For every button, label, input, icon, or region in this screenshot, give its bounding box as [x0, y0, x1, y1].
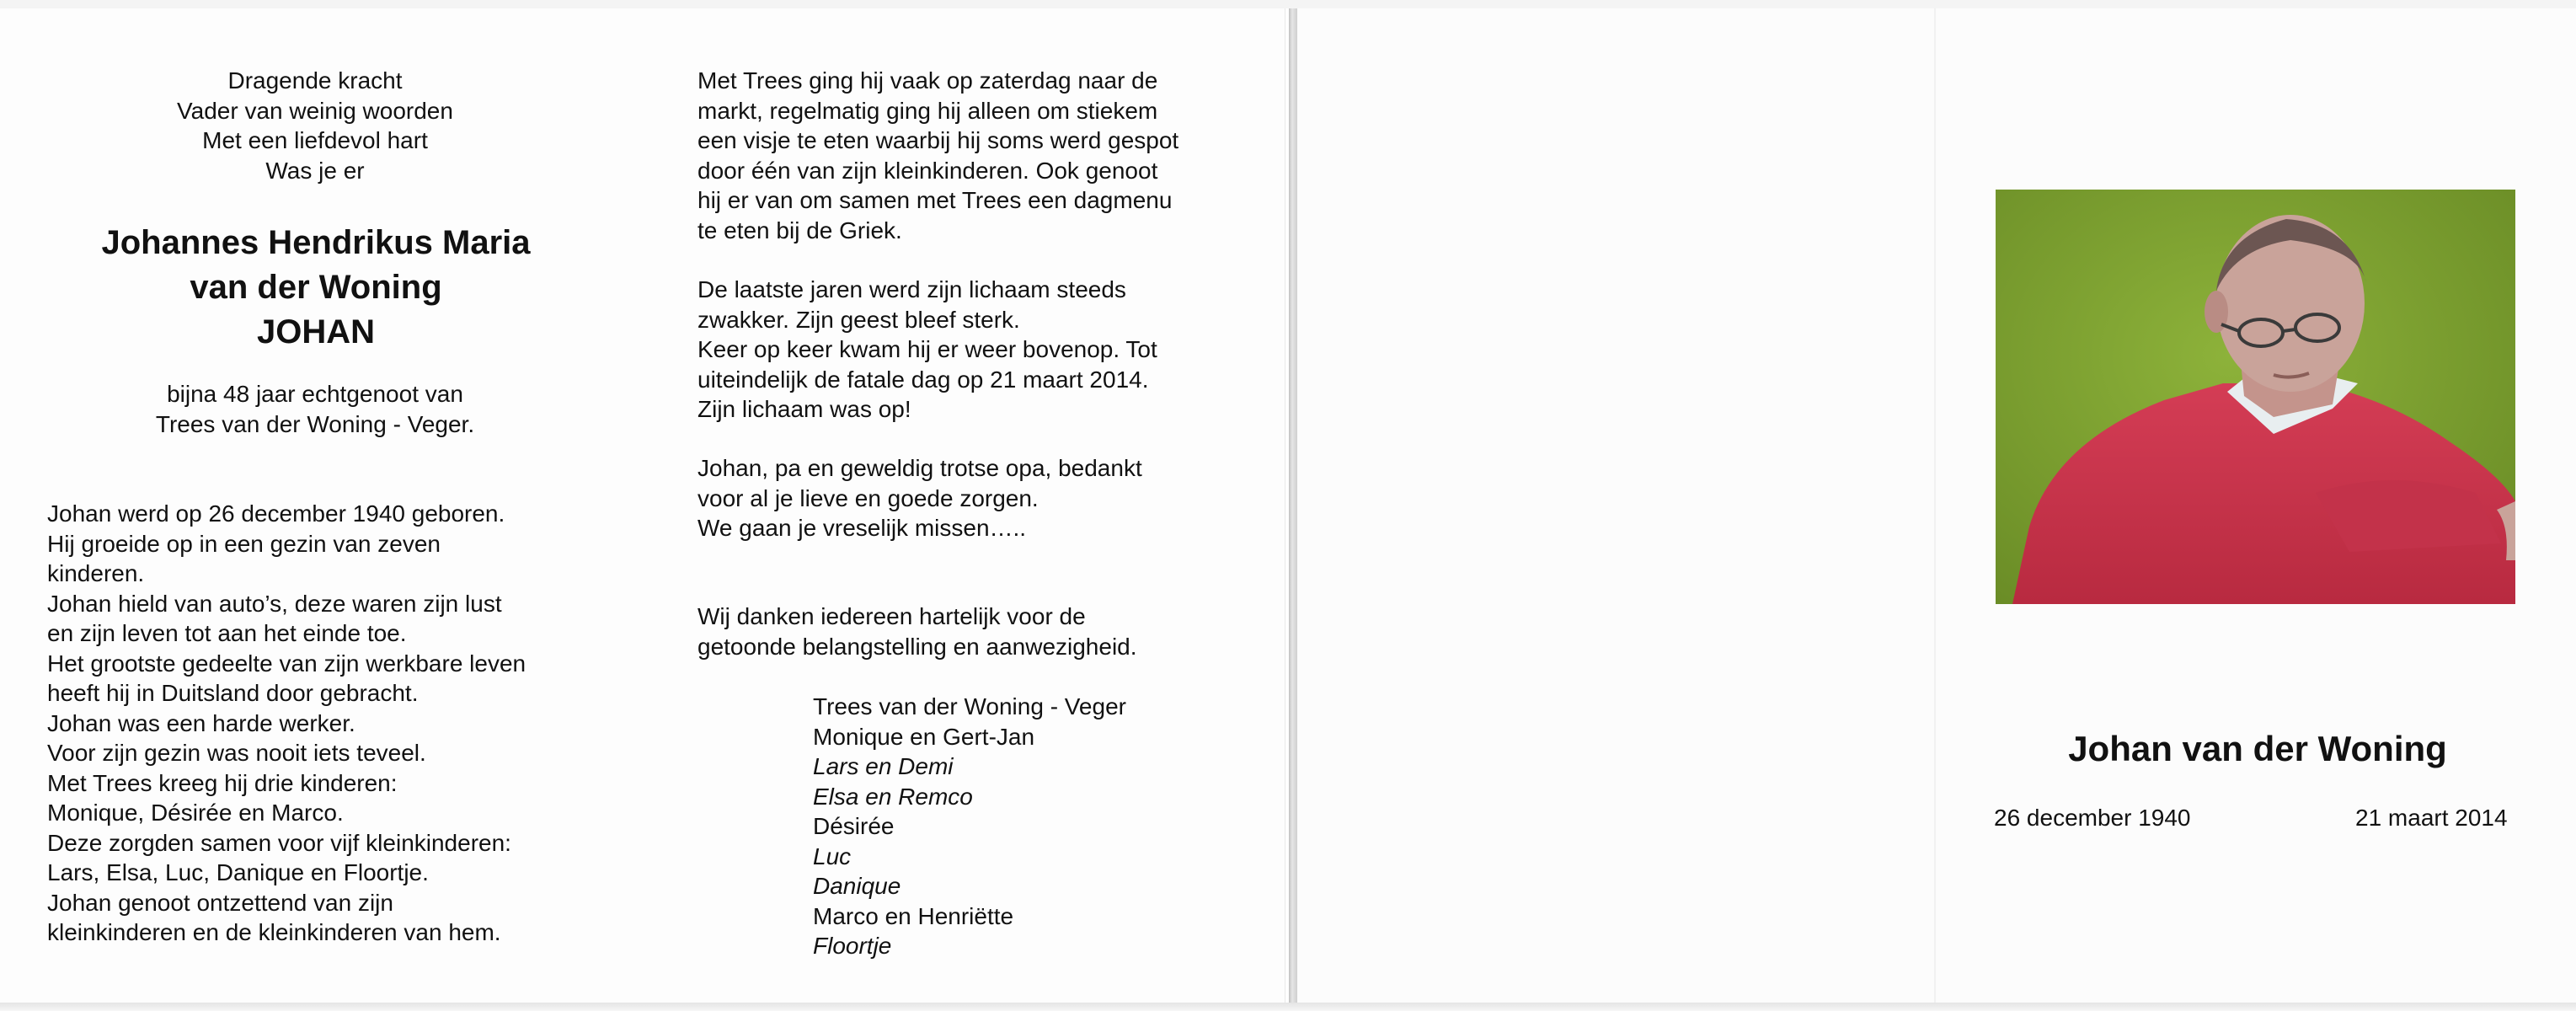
paragraph-line: We gaan je vreselijk missen….. — [697, 515, 1027, 541]
portrait-photo — [1996, 190, 2515, 604]
biography-line: Met Trees kreeg hij drie kinderen: — [47, 769, 398, 796]
paragraph-line: De laatste jaren werd zijn lichaam steeds — [697, 276, 1126, 302]
paragraph-line: hij er van om samen met Trees een dagmenu — [697, 187, 1173, 213]
biography-line: en zijn leven tot aan het einde toe. — [47, 620, 407, 646]
family-member: Danique — [813, 873, 901, 899]
paragraph-line: Met Trees ging hij vaak op zaterdag naar de — [697, 67, 1158, 94]
paragraph-line: zwakker. Zijn geest bleef sterk. — [697, 306, 1020, 333]
family-member: Trees van der Woning - Veger — [813, 693, 1126, 719]
biography-line: Monique, Désirée en Marco. — [47, 800, 344, 826]
thanks-paragraph — [697, 602, 1137, 661]
poem — [113, 66, 517, 185]
deceased-full-name — [34, 221, 598, 355]
biography-line: Hij groeide op in een gezin van zeven — [47, 530, 441, 557]
death-date: 21 maart 2014 — [2355, 805, 2508, 831]
family-member: Désirée — [813, 813, 895, 839]
biography-line: Johan werd op 26 december 1940 geboren. — [47, 500, 505, 527]
biography-line: Het grootste gedeelte van zijn werkbare leven — [47, 650, 526, 677]
family-member: Lars en Demi — [813, 753, 954, 779]
name-line: van der Woning — [190, 269, 442, 306]
biography-line: Johan genoot ontzettend van zijn — [47, 889, 393, 916]
scan-edge-bottom — [0, 1003, 2576, 1011]
cover-fold — [1934, 8, 1936, 1003]
poem-line: Was je er — [265, 157, 365, 184]
biography-line: Johan hield van auto’s, deze waren zijn lust — [47, 590, 502, 617]
poem-line: Vader van weinig woorden — [177, 97, 453, 124]
spouse-line: Trees van der Woning - Veger. — [155, 410, 475, 437]
portrait-illustration — [1996, 190, 2515, 604]
scan-edge-top — [0, 0, 2576, 8]
biography-line: Voor zijn gezin was nooit iets teveel. — [47, 740, 426, 766]
card-fold — [1289, 8, 1297, 1003]
paragraph-line: door één van zijn kleinkinderen. Ook genoot — [697, 157, 1158, 184]
biography-line: Deze zorgden samen voor vijf kleinkinderen: — [47, 829, 511, 856]
name-line: JOHAN — [256, 313, 376, 350]
birth-date: 26 december 1940 — [1994, 805, 2191, 831]
spouse-line: bijna 48 jaar echtgenoot van — [167, 381, 463, 407]
biography-line: kleinkinderen en de kleinkinderen van hem. — [47, 919, 501, 945]
biography-line: Lars, Elsa, Luc, Danique en Floortje. — [47, 859, 429, 885]
paragraph-line: Keer op keer kwam hij er weer bovenop. Tot — [697, 336, 1157, 362]
family-member: Floortje — [813, 933, 892, 959]
paragraph-line: getoonde belangstelling en aanwezigheid. — [697, 633, 1137, 660]
biography-line: Johan was een harde werker. — [47, 709, 355, 736]
biography-line: heeft hij in Duitsland door gebracht. — [47, 680, 419, 706]
paragraph-line: een visje te eten waarbij hij soms werd gespot — [697, 127, 1179, 153]
market-paragraph — [697, 66, 1178, 245]
family-member: Marco en Henriëtte — [813, 902, 1014, 929]
farewell-paragraph — [697, 453, 1142, 543]
family-member: Elsa en Remco — [813, 783, 973, 810]
name-line: Johannes Hendrikus Maria — [101, 224, 531, 261]
biography — [47, 499, 526, 948]
paragraph-line: te eten bij de Griek. — [697, 217, 902, 243]
paragraph-line: markt, regelmatig ging hij alleen om stiekem — [697, 97, 1158, 124]
family-member: Monique en Gert-Jan — [813, 723, 1035, 750]
poem-line: Met een liefdevol hart — [202, 127, 428, 153]
paragraph-line: Zijn lichaam was op! — [697, 396, 911, 422]
last-years-paragraph — [697, 275, 1157, 425]
poem-line: Dragende kracht — [227, 67, 403, 94]
cover-name: Johan van der Woning — [2068, 729, 2447, 768]
paragraph-line: Wij danken iedereen hartelijk voor de — [697, 603, 1086, 629]
paragraph-line: voor al je lieve en goede zorgen. — [697, 484, 1039, 511]
biography-line: kinderen. — [47, 560, 145, 586]
paragraph-line: Johan, pa en geweldig trotse opa, bedankt — [697, 455, 1142, 481]
paragraph-line: uiteindelijk de fatale dag op 21 maart 2014. — [697, 366, 1149, 393]
family-member: Luc — [813, 842, 852, 869]
spouse-note — [113, 379, 517, 439]
family-list — [813, 692, 1126, 961]
